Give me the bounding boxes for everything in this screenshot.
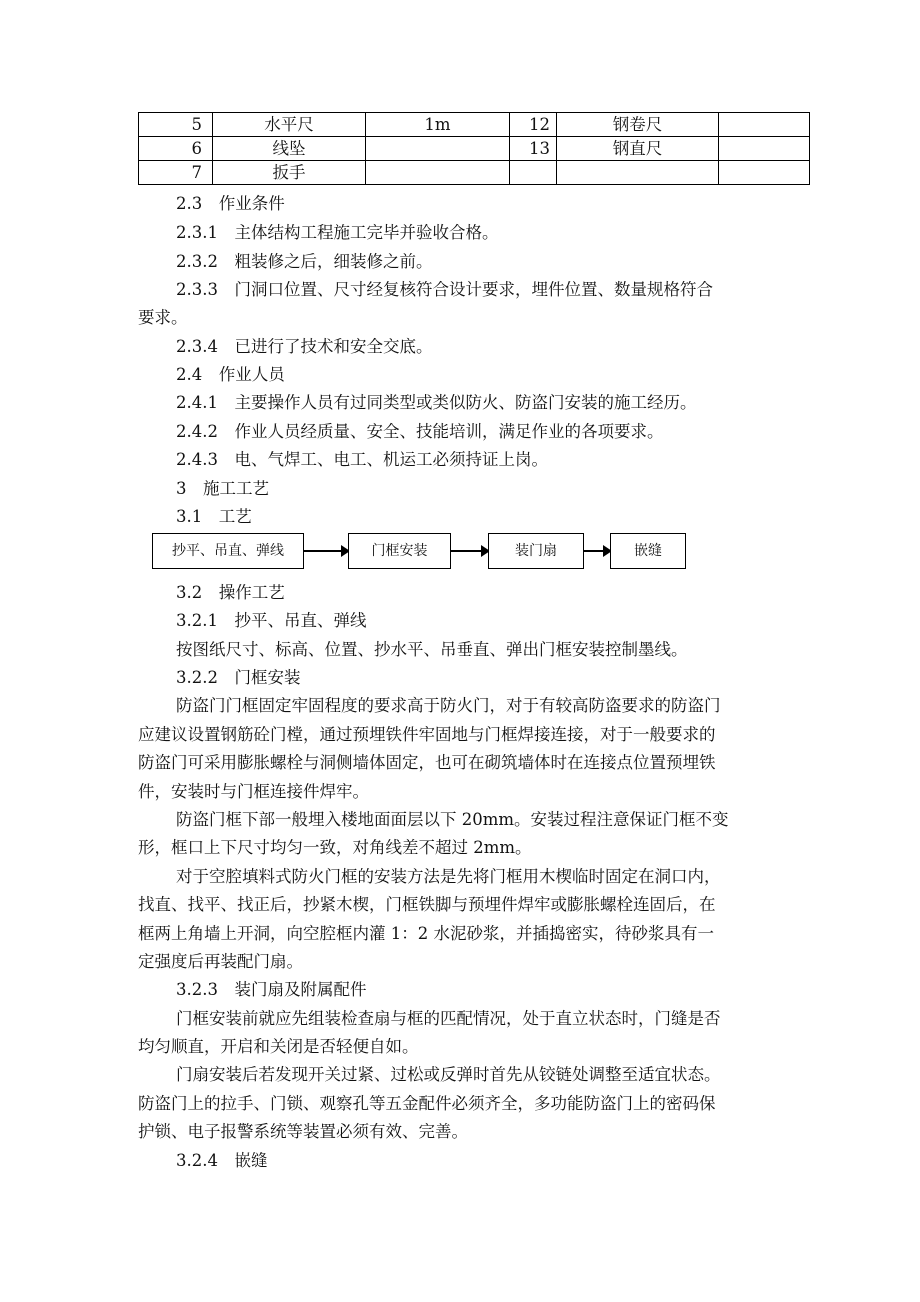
table-cell: 扳手 [213, 161, 366, 185]
item-2-3-3-line2: 要求。 [138, 308, 188, 327]
paragraph-line: 均匀顺直，开启和关闭是否轻便自如。 [138, 1037, 419, 1056]
table-cell: 5 [139, 113, 213, 137]
table-cell: 钢卷尺 [557, 113, 719, 137]
table-cell [719, 161, 810, 185]
heading-3-1: 3.1 工艺 [176, 507, 252, 526]
table-cell: 线坠 [213, 137, 366, 161]
paragraph-line: 防盗门框下部一般埋入楼地面面层以下 20mm。安装过程注意保证门框不变 [176, 810, 729, 829]
table-cell: 钢直尺 [557, 137, 719, 161]
heading-2-4: 2.4 作业人员 [176, 365, 285, 384]
heading-2-3: 2.3 作业条件 [176, 194, 285, 213]
table-row [139, 113, 810, 137]
flow-arrow [304, 550, 348, 552]
table-cell [366, 161, 510, 185]
table-cell: 6 [139, 137, 213, 161]
paragraph-line: 护锁、电子报警系统等装置必须有效、完善。 [138, 1122, 468, 1141]
flow-arrow [584, 550, 610, 552]
table-row [139, 137, 810, 161]
table-cell [719, 137, 810, 161]
item-2-4-3: 2.4.3 电、气焊工、电工、机运工必须持证上岗。 [176, 450, 548, 469]
paragraph-line: 找直、找平、找正后，抄紧木楔，门框铁脚与预埋件焊牢或膨胀螺栓连固后，在 [138, 895, 716, 914]
paragraph-line: 门框安装前就应先组装检查扇与框的匹配情况，处于直立状态时，门缝是否 [176, 1009, 721, 1028]
item-2-4-1: 2.4.1 主要操作人员有过同类型或类似防火、防盗门安装的施工经历。 [176, 393, 697, 412]
process-flowchart [152, 533, 692, 573]
table-cell: 7 [139, 161, 213, 185]
table-cell [366, 137, 510, 161]
paragraph-line: 框两上角墙上开洞，向空腔框内灌 1：2 水泥砂浆，并插捣密实，待砂浆具有一 [138, 924, 714, 943]
heading-3-2-3: 3.2.3 装门扇及附属配件 [176, 980, 367, 999]
heading-3-2-4: 3.2.4 嵌缝 [176, 1151, 268, 1170]
paragraph-line: 应建议设置钢筋砼门樘，通过预埋铁件牢固地与门框焊接连接，对于一般要求的 [138, 725, 716, 744]
item-2-3-2: 2.3.2 粗装修之后，细装修之前。 [176, 252, 433, 271]
table-cell: 水平尺 [213, 113, 366, 137]
table-row [139, 161, 810, 185]
item-2-3-4: 2.3.4 已进行了技术和安全交底。 [176, 337, 433, 356]
paragraph: 按图纸尺寸、标高、位置、抄水平、吊垂直、弹出门框安装控制墨线。 [176, 640, 688, 659]
table-cell: 12 [510, 113, 557, 137]
paragraph-line: 门扇安装后若发现开关过紧、过松或反弹时首先从铰链处调整至适宜状态。 [176, 1065, 721, 1084]
paragraph-line: 防盗门可采用膨胀螺栓与洞侧墙体固定，也可在砌筑墙体时在连接点位置预埋铁 [138, 753, 716, 772]
table-cell [557, 161, 719, 185]
paragraph-line: 防盗门门框固定牢固程度的要求高于防火门，对于有较高防盗要求的防盗门 [176, 696, 721, 715]
flow-step-box: 抄平、吊直、弹线 [152, 533, 304, 569]
item-2-4-2: 2.4.2 作业人员经质量、安全、技能培训，满足作业的各项要求。 [176, 422, 664, 441]
paragraph-line: 形，框口上下尺寸均匀一致，对角线差不超过 2mm。 [138, 838, 532, 857]
table-cell [719, 113, 810, 137]
heading-3: 3 施工工艺 [176, 479, 269, 498]
flow-step-box: 门框安装 [348, 533, 451, 569]
table-cell: 13 [510, 137, 557, 161]
flow-arrow [451, 550, 488, 552]
table-cell: 1m [366, 113, 510, 137]
item-2-3-3-line1: 2.3.3 门洞口位置、尺寸经复核符合设计要求，埋件位置、数量规格符合 [176, 280, 713, 299]
paragraph-line: 定强度后再装配门扇。 [138, 952, 303, 971]
item-2-3-1: 2.3.1 主体结构工程施工完毕并验收合格。 [176, 223, 499, 242]
flow-step-box: 嵌缝 [610, 533, 686, 569]
tools-table [138, 112, 810, 185]
paragraph-line: 防盗门上的拉手、门锁、观察孔等五金配件必须齐全，多功能防盗门上的密码保 [138, 1094, 716, 1113]
table-cell [510, 161, 557, 185]
paragraph-line: 对于空腔填料式防火门框的安装方法是先将门框用木楔临时固定在洞口内， [176, 867, 721, 886]
heading-3-2: 3.2 操作工艺 [176, 583, 285, 602]
paragraph-line: 件，安装时与门框连接件焊牢。 [138, 782, 369, 801]
flow-step-box: 装门扇 [488, 533, 584, 569]
heading-3-2-1: 3.2.1 抄平、吊直、弹线 [176, 611, 367, 630]
heading-3-2-2: 3.2.2 门框安装 [176, 668, 301, 687]
